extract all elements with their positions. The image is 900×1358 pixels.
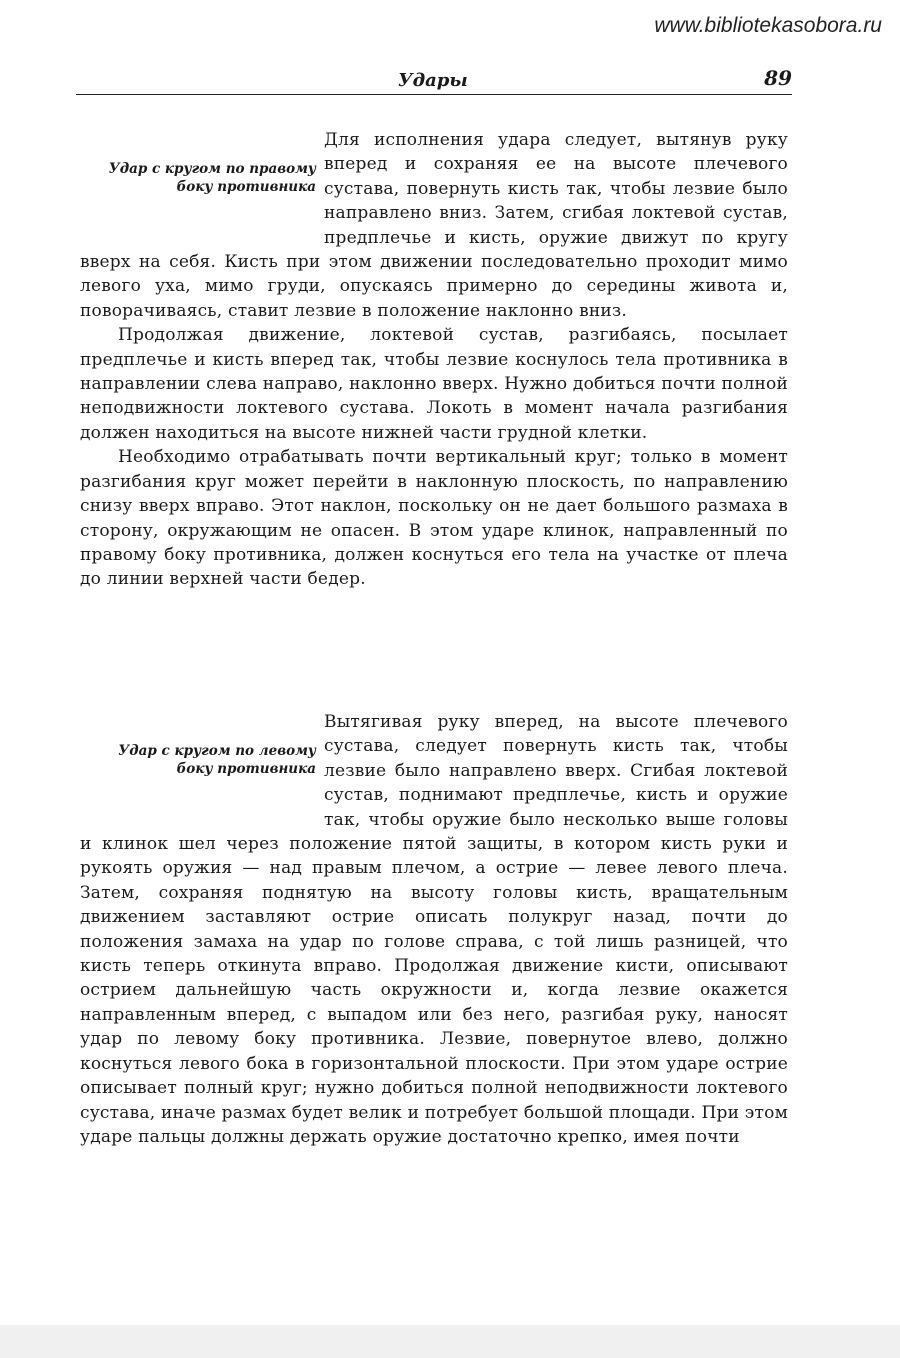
page-number: 89	[764, 66, 792, 90]
paragraph: Необходимо отрабатывать почти вертикальный круг; только в момент разгибания круг может перейти в наклонную плоскость, по направлению снизу вверх вправо. Этот наклон, поскольку он не дает большого размаха в сторону, окружающим не опасен. В этом ударе клинок, направленный по правому боку противника, должен коснуться его тела на участке от плеча до линии верхней части бедер.	[80, 447, 788, 590]
paragraph: Продолжая движение, локтевой сустав, разгибаясь, посылает предплечье и кисть вперед так, чтобы лезвие коснулось тела противника в направлении слева направо, наклонно вверх. Нужно добиться почти полной неподвижности локтевого сустава. Локоть в момент начала разгибания должен находиться на высоте нижней части грудной клетки.	[80, 325, 788, 443]
section-right-side-strike	[80, 128, 788, 592]
side-note: Удар с кругом по правому боку противника	[108, 161, 316, 195]
page-header	[76, 64, 792, 95]
page-edge	[0, 1325, 900, 1358]
paragraph: Для исполнения удара следует, вытянув руку вперед и сохраняя ее на высоте плечевого сустава, повернуть кисть так, чтобы лезвие было направлено вниз. Затем, сгибая локтевой сустав, предплечье и кисть, оружие движут по кругу вверх на себя. Кисть при этом движении последовательно проходит мимо левого уха, мимо груди, опускаясь примерно до середины живота и, поворачиваясь, ставит лезвие в положение наклонно вниз.	[80, 130, 788, 321]
side-note: Удар с кругом по левому боку противника	[118, 743, 316, 777]
section-left-side-strike	[80, 710, 788, 1149]
watermark: www.bibliotekasobora.ru	[654, 14, 882, 37]
paragraph: Вытягивая руку вперед, на высоте плечевого сустава, следует повернуть кисть так, чтобы лезвие было направлено вверх. Сгибая локтевой сустав, поднимают предплечье, кисть и оружие так, чтобы оружие было несколько выше головы и клинок шел через положение пятой защиты, в котором кисть руки и рукоять оружия — над правым плечом, а острие — левее левого плеча. Затем, сохраняя поднятую на высоту головы кисть, вращательным движением заставляют острие описать полукруг назад, почти до положения замаха на удар по голове справа, с той лишь разницей, что кисть теперь откинута вправо. Продолжая движение кисти, описывают острием дальнейшую часть окружности и, когда лезвие окажется направленным вперед, с выпадом или без него, разгибая руку, наносят удар по левому боку противника. Лезвие, повернутое влево, должно коснуться левого бока в горизонтальной плоскости. При этом ударе острие описывает полный круг; нужно добиться полной неподвижности локтевого сустава, иначе размах будет велик и потребует большой площади. При этом ударе пальцы должны держать оружие достаточно крепко, имея почти	[80, 712, 788, 1147]
running-title: Удары	[398, 70, 468, 91]
